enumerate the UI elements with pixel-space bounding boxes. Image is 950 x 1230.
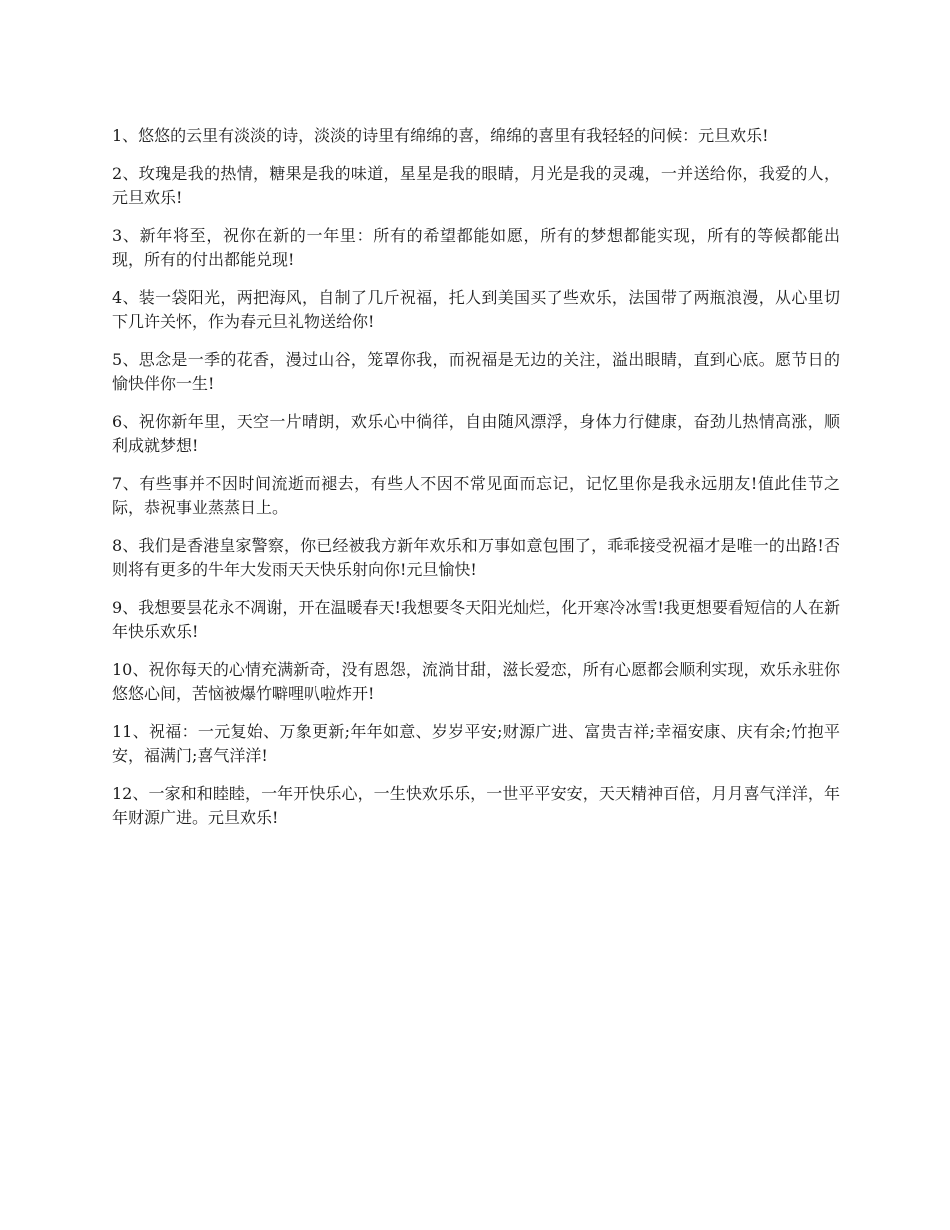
paragraph-8: 8、我们是香港皇家警察，你已经被我方新年欢乐和万事如意包围了，乖乖接受祝福才是唯一的出路!否则将有更多的牛年大发雨天天快乐射向你!元旦愉快! — [112, 536, 840, 579]
paragraph-4: 4、装一袋阳光，两把海风，自制了几斤祝福，托人到美国买了些欢乐，法国带了两瓶浪漫，从心里切下几许关怀，作为春元旦礼物送给你! — [112, 288, 840, 331]
paragraph-1: 1、悠悠的云里有淡淡的诗，淡淡的诗里有绵绵的喜，绵绵的喜里有我轻轻的问候：元旦欢乐! — [112, 126, 769, 145]
paragraph-2: 2、玫瑰是我的热情，糖果是我的味道，星星是我的眼睛，月光是我的灵魂，一并送给你，我爱的人，元旦欢乐! — [112, 164, 840, 207]
document-body — [112, 124, 840, 844]
paragraph-10: 10、祝你每天的心情充满新奇，没有恩怨，流淌甘甜，滋长爱恋，所有心愿都会顺利实现，欢乐永驻你悠悠心间，苦恼被爆竹噼哩叭啦炸开! — [112, 660, 840, 703]
paragraph-7: 7、有些事并不因时间流逝而褪去，有些人不因不常见面而忘记，记忆里你是我永远朋友!值此佳节之际，恭祝事业蒸蒸日上。 — [112, 474, 840, 517]
paragraph-3: 3、新年将至，祝你在新的一年里：所有的希望都能如愿，所有的梦想都能实现，所有的等候都能出现，所有的付出都能兑现! — [112, 226, 840, 269]
paragraph-9: 9、我想要昙花永不凋谢，开在温暖春天!我想要冬天阳光灿烂，化开寒冷冰雪!我更想要看短信的人在新年快乐欢乐! — [112, 598, 840, 641]
paragraph-12: 12、一家和和睦睦，一年开快乐心，一生快欢乐乐，一世平平安安，天天精神百倍，月月喜气洋洋，年年财源广进。元旦欢乐! — [112, 784, 840, 827]
paragraph-5: 5、思念是一季的花香，漫过山谷，笼罩你我，而祝福是无边的关注，溢出眼睛，直到心底。愿节日的愉快伴你一生! — [112, 350, 840, 393]
paragraph-11: 11、祝福：一元复始、万象更新;年年如意、岁岁平安;财源广进、富贵吉祥;幸福安康、庆有余;竹抱平安，福满门;喜气洋洋! — [112, 722, 840, 765]
paragraph-6: 6、祝你新年里，天空一片晴朗，欢乐心中徜徉，自由随风漂浮，身体力行健康，奋劲儿热情高涨，顺利成就梦想! — [112, 412, 840, 455]
